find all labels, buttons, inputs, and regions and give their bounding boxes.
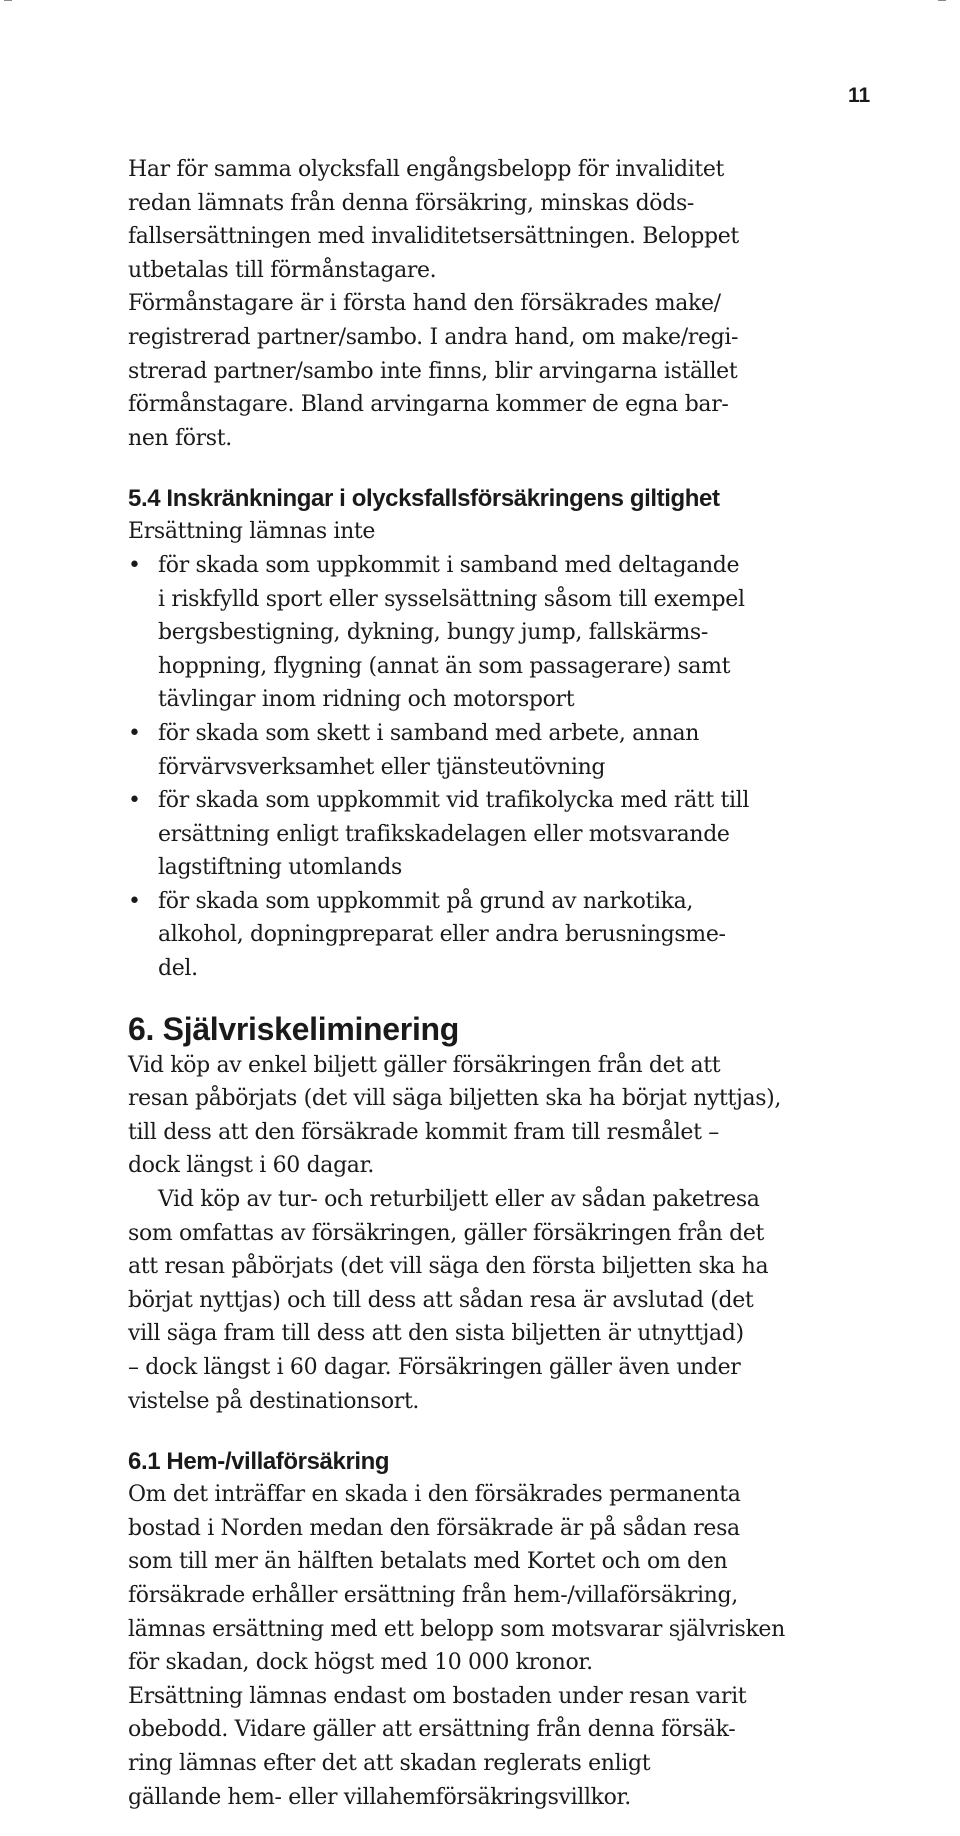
text-line: nen först. — [128, 425, 232, 451]
text-line: dock längst i 60 dagar. — [128, 1153, 374, 1179]
text-line: hoppning, flygning (annat än som passagerare) samt — [158, 653, 731, 679]
section-heading-6: 6. Självriskeliminering — [128, 1010, 460, 1047]
text-line: registrerad partner/sambo. I andra hand, om make/regi- — [128, 324, 739, 350]
section-6-paragraph-2 — [128, 1183, 828, 1418]
text-line: till dess att den försäkrade kommit fram till resmålet – — [128, 1119, 719, 1145]
crop-mark-left — [4, 0, 12, 1]
text-line: i riskfylld sport eller sysselsättning såsom till exempel — [158, 586, 745, 612]
text-line: Vid köp av enkel biljett gäller försäkringen från det att — [128, 1052, 721, 1078]
text-line: utbetalas till förmånstagare. — [128, 257, 437, 283]
text-line: obebodd. Vidare gäller att ersättning från denna försäk- — [128, 1717, 736, 1743]
text-line: för skada som uppkommit vid trafikolycka med rätt till — [158, 788, 750, 814]
text-line: som till mer än hälften betalats med Kortet och om den — [128, 1549, 728, 1575]
text-line: bostad i Norden medan den försäkrade är på sådan resa — [128, 1515, 740, 1541]
bullet-icon: • — [128, 720, 141, 746]
bullet-icon: • — [128, 888, 141, 914]
page-number: 11 — [848, 84, 871, 107]
text-line: gällande hem- eller villahemförsäkringsvillkor. — [128, 1784, 631, 1810]
text-line: redan lämnats från denna försäkring, minskas döds- — [128, 190, 694, 216]
section-lead — [128, 515, 828, 549]
text-line: fallsersättningen med invaliditetsersättningen. Beloppet — [128, 224, 739, 250]
text-line: resan påbörjats (det vill säga biljetten ska ha börjat nyttjas), — [128, 1086, 782, 1112]
text-line: vill säga fram till dess att den sista biljetten är utnyttjad) — [128, 1321, 744, 1347]
text-line: del. — [158, 956, 198, 982]
crop-mark-right — [938, 0, 946, 1]
text-line: tävlingar inom ridning och motorsport — [158, 687, 575, 713]
section-heading-5-4: 5.4 Inskränkningar i olycksfallsförsäkringens giltighet — [128, 485, 720, 513]
text-line: lämnas ersättning med ett belopp som motsvarar självrisken — [128, 1616, 785, 1642]
text-line: bergsbestigning, dykning, bungy jump, fallskärms- — [158, 620, 708, 646]
text-line: försäkrade erhåller ersättning från hem-/villaförsäkring, — [128, 1582, 738, 1608]
text-line: lagstiftning utomlands — [158, 855, 402, 881]
text-line: för skada som uppkommit i samband med deltagande — [158, 552, 740, 578]
text-line: förvärvsverksamhet eller tjänsteutövning — [158, 754, 606, 780]
text-line: Förmånstagare är i första hand den försäkrades make/ — [128, 291, 721, 317]
section-6-1-paragraph-1 — [128, 1478, 828, 1680]
list-item — [128, 784, 828, 885]
text-line: vistelse på destinationsort. — [128, 1388, 420, 1414]
exclusion-list — [128, 549, 828, 986]
text-line: att resan påbörjats (det vill säga den första biljetten ska ha — [128, 1254, 769, 1280]
section-heading-6-1: 6.1 Hem-/villaförsäkring — [128, 1448, 390, 1476]
list-item — [128, 717, 828, 784]
text-line: Vid köp av tur- och returbiljett eller av sådan paketresa — [158, 1187, 760, 1213]
text-line: förmånstagare. Bland arvingarna kommer de egna bar- — [128, 392, 729, 418]
text-line: – dock längst i 60 dagar. Försäkringen gäller även under — [128, 1355, 741, 1380]
page-content — [128, 153, 828, 1814]
text-line: för skada som skett i samband med arbete, annan — [158, 720, 700, 746]
text-line: för skadan, dock högst med 10 000 kronor. — [128, 1650, 593, 1676]
bullet-icon: • — [128, 788, 141, 814]
text-line: som omfattas av försäkringen, gäller försäkringen från det — [128, 1220, 765, 1246]
list-item — [128, 549, 828, 717]
text-line: ring lämnas efter det att skadan reglerats enligt — [128, 1750, 651, 1776]
section-6-1-paragraph-2 — [128, 1680, 828, 1814]
text-line: alkohol, dopningpreparat eller andra berusningsme- — [158, 922, 726, 948]
text-line: börjat nyttjas) och till dess att sådan resa är avslutad (det — [128, 1287, 754, 1313]
text-line: ersättning enligt trafikskadelagen eller motsvarande — [158, 821, 730, 847]
text-line: för skada som uppkommit på grund av narkotika, — [158, 888, 694, 914]
bullet-icon: • — [128, 552, 141, 578]
section-6-paragraph-1 — [128, 1049, 828, 1183]
text-line: Har för samma olycksfall engångsbelopp för invaliditet — [128, 157, 725, 182]
intro-paragraph — [128, 153, 828, 455]
list-item — [128, 885, 828, 986]
text-line: Om det inträffar en skada i den försäkrades permanenta — [128, 1482, 741, 1508]
text-line: strerad partner/sambo inte finns, blir arvingarna istället — [128, 358, 738, 384]
text-line: Ersättning lämnas endast om bostaden under resan varit — [128, 1683, 747, 1709]
lead-line: Ersättning lämnas inte — [128, 519, 376, 545]
